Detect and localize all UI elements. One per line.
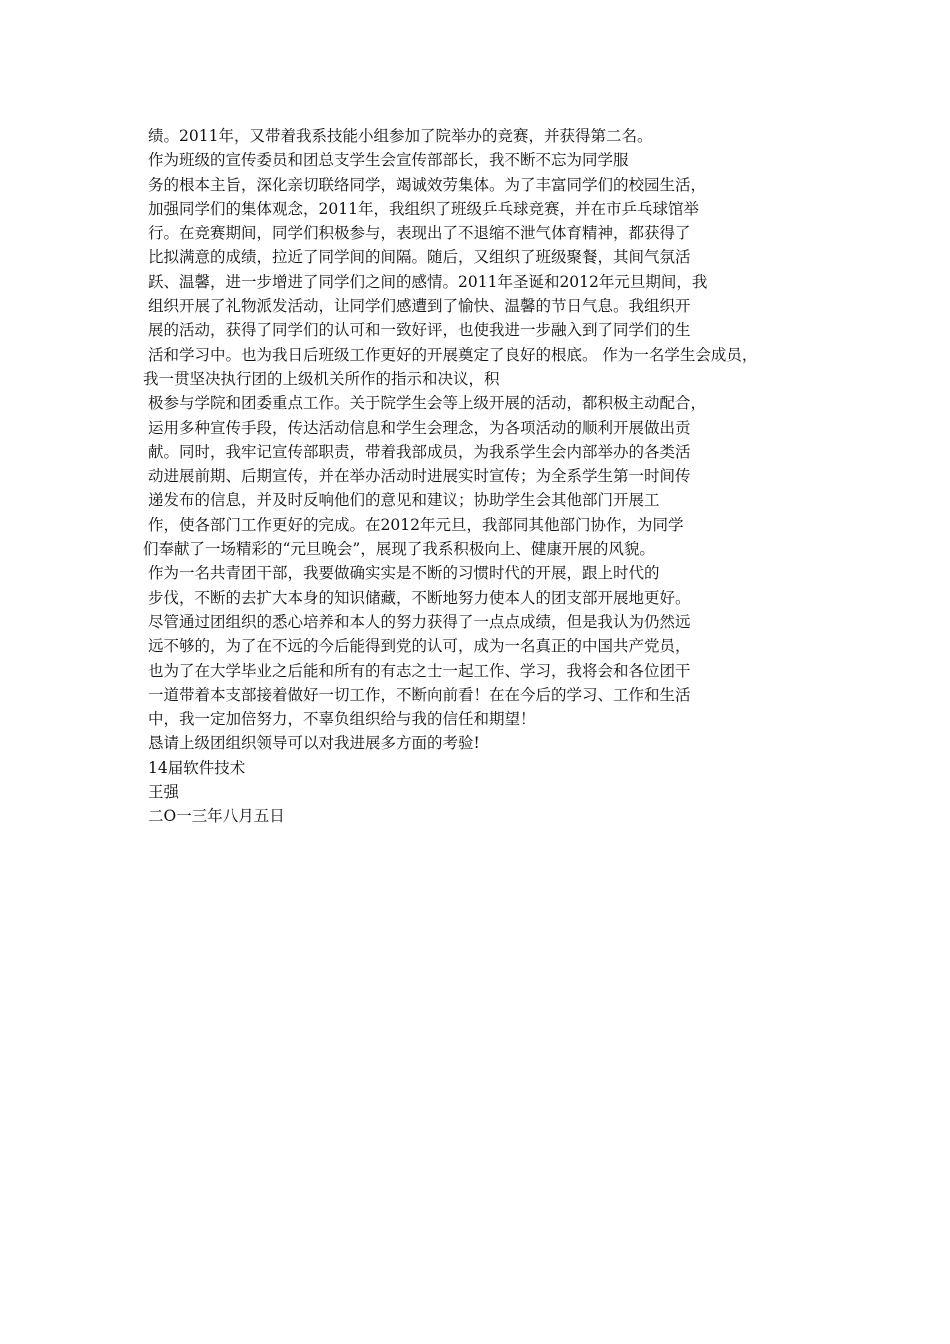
text-line: 远不够的，为了在不远的今后能得到党的认可，成为一名真正的中国共产党员，: [148, 637, 691, 656]
class-name: 14届软件技术: [148, 758, 246, 777]
text-line: 作为一名共青团干部，我要做确实实是不断的习惯时代的开展，跟上时代的: [148, 564, 660, 583]
text-line: 递发布的信息，并及时反响他们的意见和建议；协助学生会其他部门开展工: [148, 491, 660, 510]
text-line: 运用多种宣传手段，传达活动信息和学生会理念，为各项活动的顺利开展做出贡: [148, 418, 691, 437]
date-line: 二O一三年八月五日: [148, 807, 285, 826]
text-line: 绩。2011年，又带着我系技能小组参加了院举办的竞赛，并获得第二名。: [148, 127, 653, 145]
text-line: 组织开展了礼物派发活动，让同学们感遭到了愉快、温馨的节日气息。我组织开: [148, 297, 691, 316]
document-body: [143, 124, 923, 829]
text-line: 行。在竞赛期间，同学们积极参与，表现出了不退缩不泄气体育精神，都获得了: [148, 224, 691, 243]
text-line: 恳请上级团组织领导可以对我进展多方面的考验!: [148, 734, 480, 753]
author-name: 王强: [148, 783, 180, 802]
text-line: 极参与学院和团委重点工作。关于院学生会等上级开展的活动，都积极主动配合，: [148, 394, 707, 413]
text-line: 动进展前期、后期宣传，并在举办活动时进展实时宣传；为全系学生第一时间传: [148, 467, 691, 486]
text-line: 尽管通过团组织的悉心培养和本人的努力获得了一点点成绩，但是我认为仍然远: [148, 612, 691, 631]
text-line: 比拟满意的成绩，拉近了同学间的间隔。随后，又组织了班级聚餐，其间气氛活: [148, 248, 691, 267]
text-line: 务的根本主旨，深化亲切联络同学，竭诚效劳集体。为了丰富同学们的校园生活，: [148, 175, 707, 194]
text-line: 作，使各部门工作更好的完成。在2012年元旦，我部同其他部门协作，为同学: [148, 515, 684, 534]
text-line: 也为了在大学毕业之后能和所有的有志之士一起工作、学习，我将会和各位团干: [148, 661, 691, 680]
text-line: 中，我一定加倍努力，不辜负组织给与我的信任和期望！: [148, 710, 536, 729]
text-line: 活和学习中。也为我日后班级工作更好的开展奠定了良好的根底。 作为一名学生会成员，: [148, 345, 758, 364]
text-line: 加强同学们的集体观念，2011年，我组织了班级乒乓球竞赛，并在市乒乓球馆举: [148, 199, 699, 218]
text-line: 展的活动，获得了同学们的认可和一致好评，也使我进一步融入到了同学们的生: [148, 321, 691, 340]
text-line: 献。同时，我牢记宣传部职责，带着我部成员，为我系学生会内部举办的各类活: [148, 442, 691, 461]
text-line: 作为班级的宣传委员和团总支学生会宣传部部长，我不断不忘为同学服: [148, 151, 629, 170]
text-line: 们奉献了一场精彩的“元旦晚会”，展现了我系积极向上、健康开展的风貌。: [143, 540, 655, 559]
text-line: 步伐，不断的去扩大本身的知识储藏，不断地努力使本人的团支部开展地更好。: [148, 588, 691, 607]
text-line: 跃、温馨，进一步增进了同学们之间的感情。2011年圣诞和2012年元旦期间，我: [148, 272, 708, 291]
text-line: 一道带着本支部接着做好一切工作，不断向前看！在在今后的学习、工作和生活: [148, 685, 691, 704]
text-line: 我一贯坚决执行团的上级机关所作的指示和决议，积: [143, 369, 500, 388]
